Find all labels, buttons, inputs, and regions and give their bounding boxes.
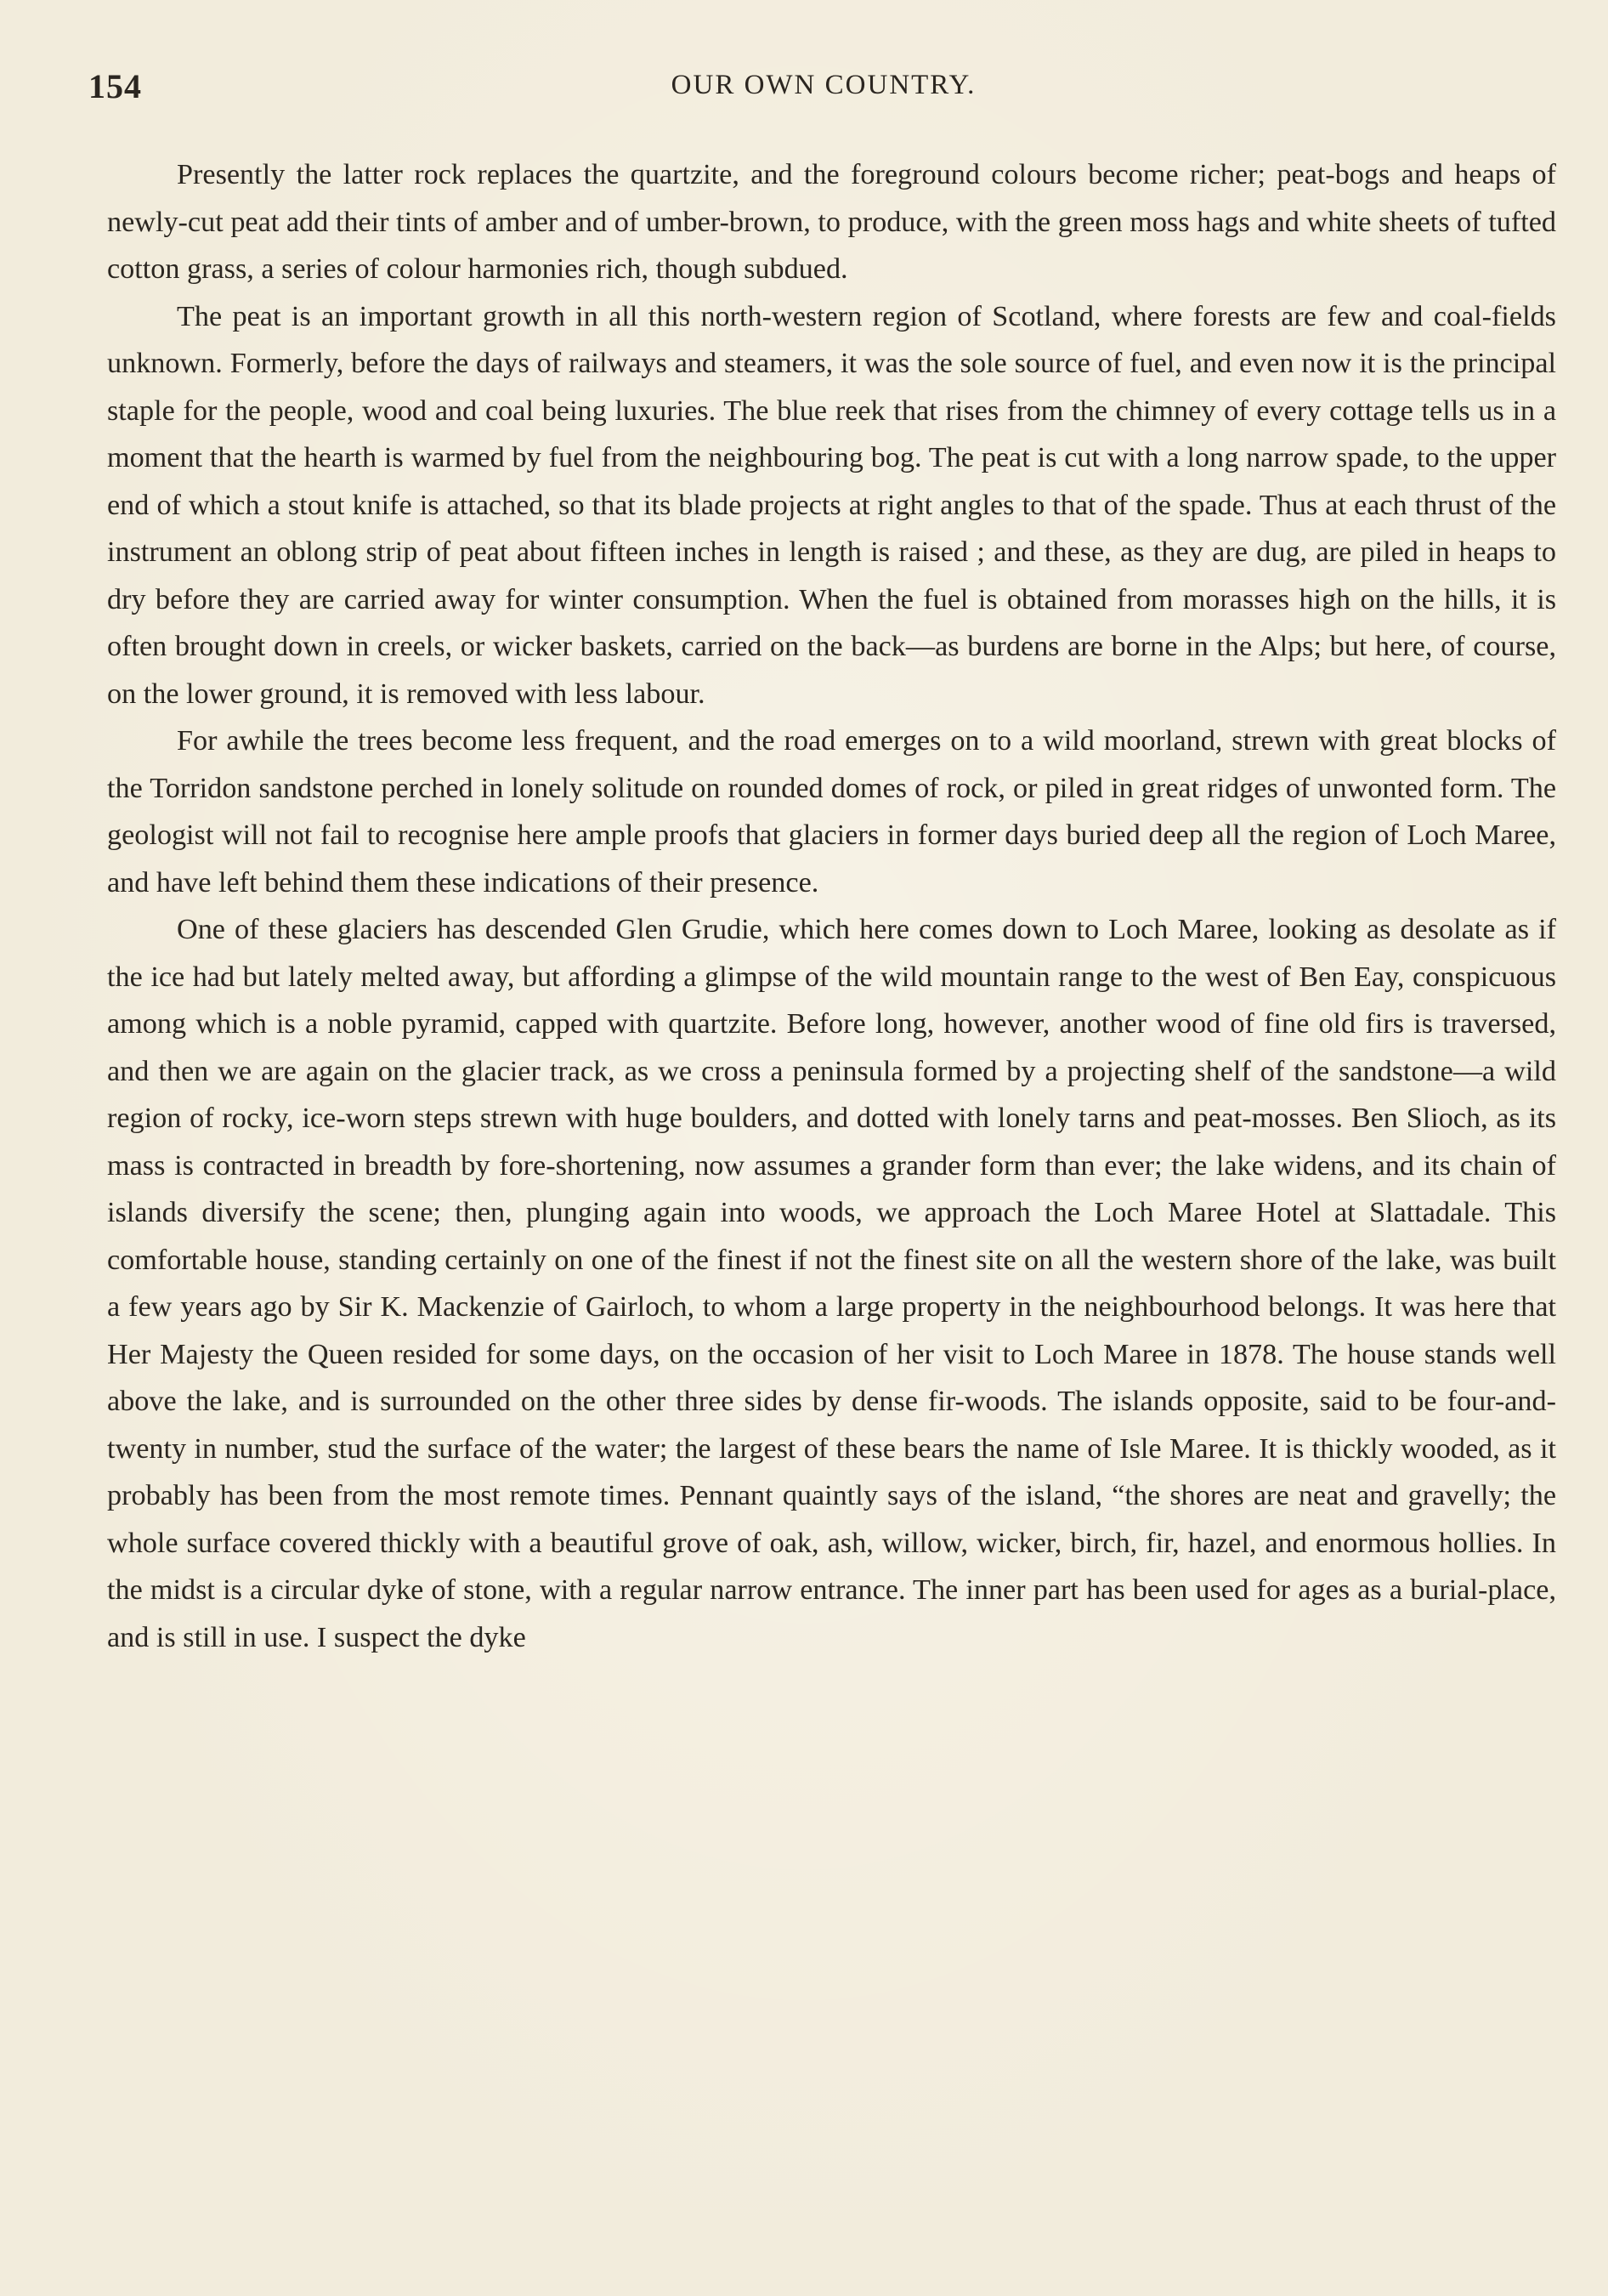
paragraph-3: For awhile the trees become less frequent, and the road emerges on to a wild moorland, strewn with great blocks of the Torridon sandstone perched in lonely solitude on rounded domes of rock, or piled in great ridges of unwonted form. The geologist will not fail to recognise here ample proofs that glaciers in former days buried deep all the region of Loch Maree, and have left behind them these indications of their presence. xyxy=(107,725,1556,899)
running-head xyxy=(88,66,1559,117)
running-title: OUR OWN COUNTRY. xyxy=(671,70,977,100)
body-text xyxy=(107,151,1556,1661)
paragraph-2: The peat is an important growth in all this north-western region of Scotland, where forests are few and coal-fields unknown. Formerly, before the days of railways and steamers, it was the sole source of fuel, and even now it is the principal staple for the people, wood and coal being luxuries. The blue reek that rises from the chimney of every cottage tells us in a moment that the hearth is warmed by fuel from the neighbouring bog. The peat is cut with a long narrow spade, to the upper end of which a stout knife is attached, so that its blade projects at right angles to that of the spade. Thus at each thrust of the instrument an oblong strip of peat about fifteen inches in length is raised ; and these, as they are dug, are piled in heaps to dry before they are carried away for winter consumption. When the fuel is obtained from morasses high on the hills, it is often brought down in creels, or wicker baskets, carried on the back—as burdens are borne in the Alps; but here, of course, on the lower ground, it is removed with less labour. xyxy=(107,300,1556,710)
page-number: 154 xyxy=(88,67,142,105)
paragraph-4: One of these glaciers has descended Glen Grudie, which here comes down to Loch Maree, looking as desolate as if the ice had but lately melted away, but affording a glimpse of the wild mountain range to the west of Ben Eay, conspicuous among which is a noble pyramid, capped with quartzite. Before long, however, another wood of fine old firs is traversed, and then we are again on the glacier track, as we cross a peninsula formed by a projecting shelf of the sandstone—a wild region of rocky, ice-worn steps strewn with huge boulders, and dotted with lonely tarns and peat-mosses. Ben Slioch, as its mass is contracted in breadth by fore-shortening, now assumes a grander form than ever; the lake widens, and its chain of islands diversify the scene; then, plunging again into woods, we approach the Loch Maree Hotel at Slattadale. This comfortable house, standing certainly on one of the finest if not the finest site on all the western shore of the lake, was built a few years ago by Sir K. Mackenzie of Gairloch, to whom a large property in the neighbourhood belongs. It was here that Her Majesty the Queen resided for some days, on the occasion of her visit to Loch Maree in 1878. The house stands well above the lake, and is surrounded on the other three sides by dense fir-woods. The islands opposite, said to be four-and-twenty in number, stud the surface of the water; the largest of these bears the name of Isle Maree. It is thickly wooded, as it probably has been from the most remote times. Pennant quaintly says of the island, “the shores are neat and gravelly; the whole surface covered thickly with a beautiful grove of oak, ash, willow, wicker, birch, fir, hazel, and enormous hollies. In the midst is a circular dyke of stone, with a regular narrow entrance. The inner part has been used for ages as a burial-place, and is still in use. I suspect the dyke xyxy=(107,914,1556,1653)
paragraph-1: Presently the latter rock replaces the quartzite, and the foreground colours become richer; peat-bogs and heaps of newly-cut peat add their tints of amber and of umber-brown, to produce, with the green moss hags and white sheets of tufted cotton grass, a series of colour harmonies rich, though subdued. xyxy=(107,159,1556,285)
